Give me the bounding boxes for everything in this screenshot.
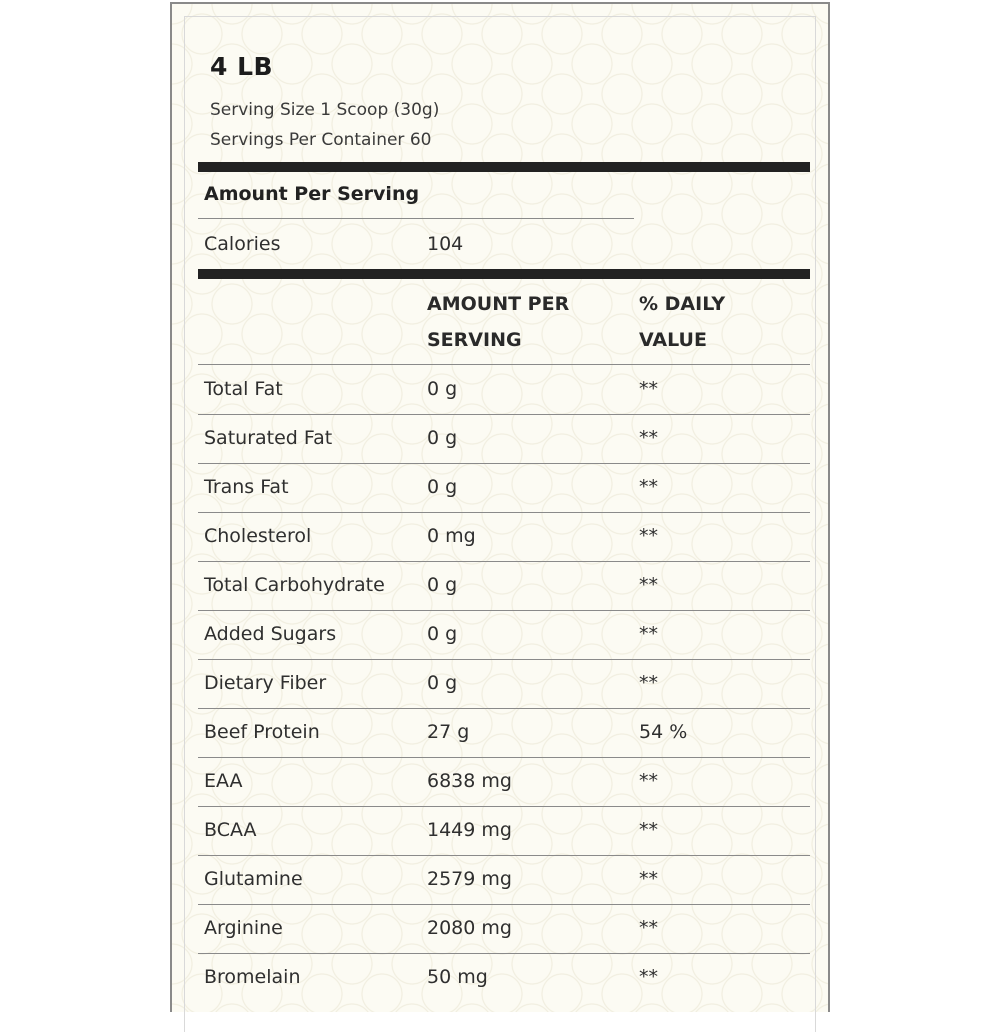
header-divider <box>198 364 810 365</box>
calories-label: Calories <box>204 233 281 255</box>
table-row <box>198 905 810 954</box>
nutrient-amount: 0 g <box>427 623 458 645</box>
nutrient-daily-value: ** <box>639 966 658 988</box>
table-row <box>198 660 810 709</box>
calories-divider <box>198 218 634 219</box>
nutrient-name: Dietary Fiber <box>204 672 327 694</box>
nutrient-amount: 0 mg <box>427 525 476 547</box>
nutrient-amount: 0 g <box>427 574 458 596</box>
nutrient-amount: 6838 mg <box>427 770 512 792</box>
nutrient-amount: 2080 mg <box>427 917 512 939</box>
nutrient-name: Arginine <box>204 917 283 939</box>
nutrient-daily-value: ** <box>639 917 658 939</box>
nutrient-daily-value: ** <box>639 868 658 890</box>
nutrient-amount: 0 g <box>427 476 458 498</box>
table-row <box>198 758 810 807</box>
table-row <box>198 513 810 562</box>
table-row <box>198 415 810 464</box>
table-row <box>198 611 810 660</box>
table-row <box>198 464 810 513</box>
nutrient-daily-value: ** <box>639 672 658 694</box>
nutrient-name: EAA <box>204 770 243 792</box>
nutrient-name: Bromelain <box>204 966 301 988</box>
nutrient-daily-value: ** <box>639 525 658 547</box>
table-row <box>198 562 810 611</box>
nutrient-daily-value: 54 % <box>639 721 688 743</box>
nutrient-daily-value: ** <box>639 574 658 596</box>
nutrient-amount: 27 g <box>427 721 470 743</box>
nutrient-daily-value: ** <box>639 427 658 449</box>
table-row <box>198 709 810 758</box>
nutrient-name: Total Carbohydrate <box>204 574 385 596</box>
nutrient-daily-value: ** <box>639 476 658 498</box>
calories-value: 104 <box>427 233 464 255</box>
package-size-title: 4 LB <box>210 52 274 81</box>
nutrient-amount: 2579 mg <box>427 868 512 890</box>
nutrient-name: Cholesterol <box>204 525 312 547</box>
thick-divider-middle <box>198 269 810 279</box>
header-amount-per-serving: AMOUNT PER SERVING <box>427 293 570 351</box>
nutrition-facts-panel <box>170 2 830 1012</box>
nutrient-daily-value: ** <box>639 623 658 645</box>
nutrient-amount: 0 g <box>427 672 458 694</box>
thick-divider-top <box>198 162 810 172</box>
nutrient-amount: 0 g <box>427 378 458 400</box>
nutrient-amount: 1449 mg <box>427 819 512 841</box>
nutrient-name: Added Sugars <box>204 623 337 645</box>
nutrient-name: BCAA <box>204 819 257 841</box>
nutrient-name: Total Fat <box>204 378 283 400</box>
servings-per-container-text: Servings Per Container 60 <box>210 130 432 150</box>
header-daily-value: % DAILY VALUE <box>639 293 726 351</box>
nutrient-name: Saturated Fat <box>204 427 333 449</box>
nutrient-name: Glutamine <box>204 868 303 890</box>
table-row <box>198 366 810 415</box>
nutrient-name: Beef Protein <box>204 721 320 743</box>
serving-size-text: Serving Size 1 Scoop (30g) <box>210 100 440 120</box>
amount-per-serving-heading: Amount Per Serving <box>204 183 420 205</box>
nutrient-amount: 50 mg <box>427 966 488 988</box>
table-row <box>198 807 810 856</box>
table-row <box>198 954 810 1003</box>
nutrient-daily-value: ** <box>639 770 658 792</box>
nutrient-name: Trans Fat <box>204 476 289 498</box>
nutrient-amount: 0 g <box>427 427 458 449</box>
table-row <box>198 856 810 905</box>
nutrient-daily-value: ** <box>639 819 658 841</box>
nutrient-daily-value: ** <box>639 378 658 400</box>
